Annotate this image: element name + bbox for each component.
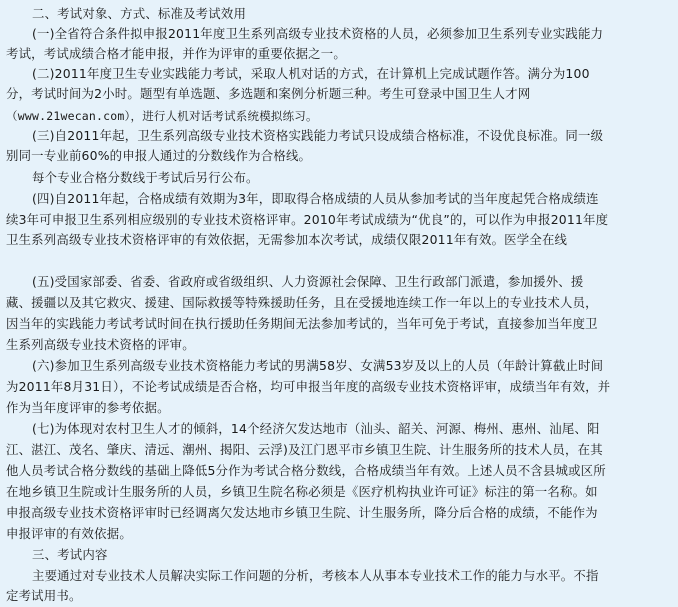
paragraph-7-line-6: 申报评审的有效依据。: [6, 526, 132, 541]
paragraph-2-line-3: （www.21wecan.com），进行人机对话考试系统模拟练习。: [6, 109, 318, 123]
paragraph-6-line-3: 作为当年度评审的参考依据。: [6, 400, 170, 415]
paragraph-4-line-1: (四)自2011年起，合格成绩有效期为3年，即取得合格成绩的人员从参加考试的当年度起凭合格成绩连: [32, 191, 599, 206]
paragraph-7-line-3: 他人员考试合格分数线的基础上降低5分作为考试合格分数线，合格成绩当年有效。上述人员不含县城或区所: [6, 463, 606, 478]
section-heading-3: 三、考试内容: [32, 547, 108, 562]
paragraph-2-line-2: 分，考试时间为2小时。题型有单选题、多选题和案例分析题三种。考生可登录中国卫生人才网: [6, 86, 531, 101]
paragraph-5-line-4: 生系列高级专业技术资格的评审。: [6, 337, 195, 352]
paragraph-6-line-2: 为2011年8月31日），不论考试成绩是否合格，均可申报当年度的高级专业技术资格评审，成绩当年有效，并: [6, 379, 611, 394]
paragraph-1-line-2: 考试，考试成绩合格才能申报，并作为评审的重要依据之一。: [6, 46, 346, 61]
paragraph-3-line-3: 每个专业合格分数线于考试后另行公布。: [32, 170, 259, 185]
paragraph-7-line-1: (七)为体现对农村卫生人才的倾斜，14个经济欠发达地市（汕头、韶关、河源、梅州、惠州、汕尾、阳: [32, 421, 600, 436]
paragraph-5-line-3: 因当年的实践能力考试考试时间在执行援助任务期间无法参加考试的，当年可免于考试，直接参加当年度卫: [6, 316, 598, 331]
paragraph-4-line-2: 续3年可申报卫生系列相应级别的专业技术资格评审。2010年考试成绩为“优良”的，可以作为申报2011年度: [6, 212, 609, 227]
paragraph-3-line-1: (三)自2011年起，卫生系列高级专业技术资格实践能力考试只设成绩合格标准，不设优良标准。同一级: [32, 128, 604, 143]
paragraph-6-line-1: (六)参加卫生系列高级专业技术资格能力考试的男满58岁、女满53岁及以上的人员（年龄计算截止时间: [32, 358, 604, 373]
paragraph-4-line-3: 卫生系列高级专业技术资格评审的有效依据，无需参加本次考试，成绩仅限2011年有效。医学全在线: [6, 232, 568, 247]
paragraph-7-line-4: 在地乡镇卫生院或计生服务所的人员，乡镇卫生院名称必须是《医疗机构执业许可证》标注的第一名称。如: [6, 484, 598, 499]
section-heading-2: 二、考试对象、方式、标准及考试效用: [32, 6, 247, 21]
paragraph-2-line-1: (二)2011年度卫生专业实践能力考试，采取人机对话的方式，在计算机上完成试题作答。满分为100: [32, 66, 590, 81]
paragraph-8-line-1: 主要通过对专业技术人员解决实际工作问题的分析，考核本人从事本专业技术工作的能力与水平。不指: [32, 568, 599, 583]
paragraph-1-line-1: (一)全省符合条件拟申报2011年度卫生系列高级专业技术资格的人员，必须参加卫生系列专业实践能力: [32, 26, 604, 41]
paragraph-7-line-2: 江、湛江、茂名、肇庆、清远、潮州、揭阳、云浮)及江门恩平市乡镇卫生院、计生服务所的技术人员，在其: [6, 442, 603, 457]
paragraph-8-line-2: 定考试用书。: [6, 588, 82, 603]
paragraph-3-line-2: 别同一专业前60%的申报人通过的分数线作为合格线。: [6, 148, 312, 163]
paragraph-5-line-2: 藏、援疆以及其它救灾、援建、国际救援等特殊援助任务，且在受援地连续工作一年以上的专业技术人员，: [6, 295, 598, 310]
paragraph-5-line-1: (五)受国家部委、省委、省政府或省级组织、人力资源社会保障、卫生行政部门派遣，参加援外、援: [32, 274, 584, 289]
paragraph-7-line-5: 申报高级专业技术资格评审时已经调离欠发达地市乡镇卫生院、计生服务所，降分后合格的成绩，不能作为: [6, 505, 598, 520]
